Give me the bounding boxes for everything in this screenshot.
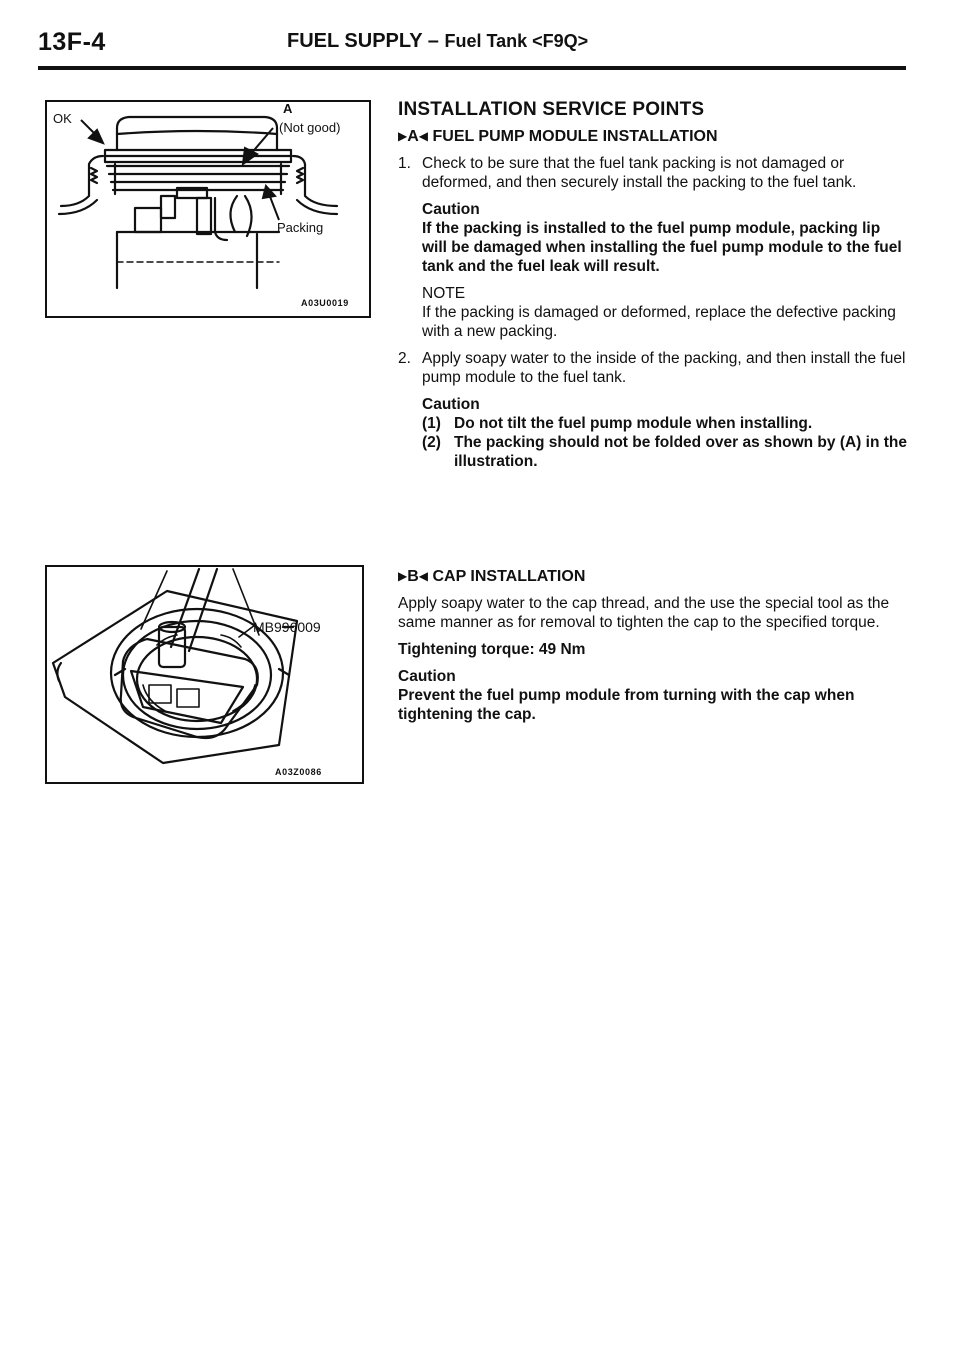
subheading-b-title: CAP INSTALLATION — [432, 568, 586, 585]
caution2-item — [422, 414, 908, 433]
triangle-right-icon: ▶ — [398, 569, 408, 583]
triangle-right-icon: ▶ — [398, 129, 408, 143]
step-1-text: Check to be sure that the fuel tank packing is not damaged or deformed, and then securely install the packing to the fuel tank. — [422, 155, 857, 191]
step-2-text: Apply soapy water to the inside of the packing, and then install the fuel pump module to the fuel tank. — [422, 350, 906, 386]
caution-label: Caution — [422, 201, 480, 218]
note-label: NOTE — [422, 285, 466, 302]
figure2-code: A03Z0086 — [275, 767, 322, 777]
subheading-a — [398, 127, 908, 146]
label-not-good: (Not good) — [279, 120, 341, 135]
title-main: FUEL SUPPLY — [287, 30, 423, 52]
caution-b-text: Prevent the fuel pump module from turning with the cap when tightening the cap. — [398, 687, 855, 723]
title-dash: – — [427, 30, 439, 52]
installation-section-b — [398, 567, 908, 724]
title-sub: Fuel Tank <F9Q> — [444, 31, 589, 51]
page-header — [38, 28, 904, 64]
label-packing: Packing — [277, 220, 324, 235]
header-rule — [38, 66, 906, 70]
figure1-code: A03U0019 — [301, 298, 349, 308]
step-1-number: 1. — [398, 155, 411, 172]
caution2-item-text: The packing should not be folded over as shown by (A) in the illustration. — [454, 434, 907, 470]
subheading-a-title: FUEL PUMP MODULE INSTALLATION — [432, 128, 718, 145]
figure-packing — [45, 100, 371, 318]
caution2-item-number: (2) — [422, 434, 441, 451]
caution-text: If the packing is installed to the fuel pump module, packing lip will be damaged when installing the fuel pump module to the fuel tank and the fuel leak will result. — [422, 220, 902, 275]
section-heading: INSTALLATION SERVICE POINTS — [398, 99, 705, 120]
caution2-item — [422, 433, 908, 471]
step-2 — [398, 349, 908, 387]
caution2-label: Caution — [422, 396, 480, 413]
triangle-left-icon: ◀ — [418, 129, 429, 143]
marker-a: A — [407, 128, 419, 145]
figure-special-tool — [45, 565, 364, 784]
step-1 — [398, 154, 908, 192]
caution2-item-number: (1) — [422, 415, 441, 432]
triangle-left-icon: ◀ — [418, 569, 429, 583]
tightening-torque: Tightening torque: 49 Nm — [398, 641, 586, 658]
note-text: If the packing is damaged or deformed, replace the defective packing with a new packing. — [422, 304, 896, 340]
step-1-details — [398, 200, 908, 341]
label-ok: OK — [53, 111, 72, 126]
step-2-caution — [398, 395, 908, 471]
caution-b-label: Caution — [398, 668, 456, 685]
subheading-b — [398, 567, 908, 586]
step-2-number: 2. — [398, 350, 411, 367]
label-tool-number: MB996009 — [253, 619, 321, 635]
marker-b: B — [407, 568, 419, 585]
cap-instruction: Apply soapy water to the cap thread, and the use the special tool as the same manner as for removal to tighten the cap to the specified torque. — [398, 595, 890, 631]
caution2-item-text: Do not tilt the fuel pump module when installing. — [454, 415, 813, 432]
page-title — [287, 30, 588, 53]
page-number: 13F-4 — [38, 28, 106, 56]
label-a: A — [283, 101, 293, 116]
special-tool-illustration — [47, 567, 362, 782]
installation-section-a — [398, 100, 908, 471]
